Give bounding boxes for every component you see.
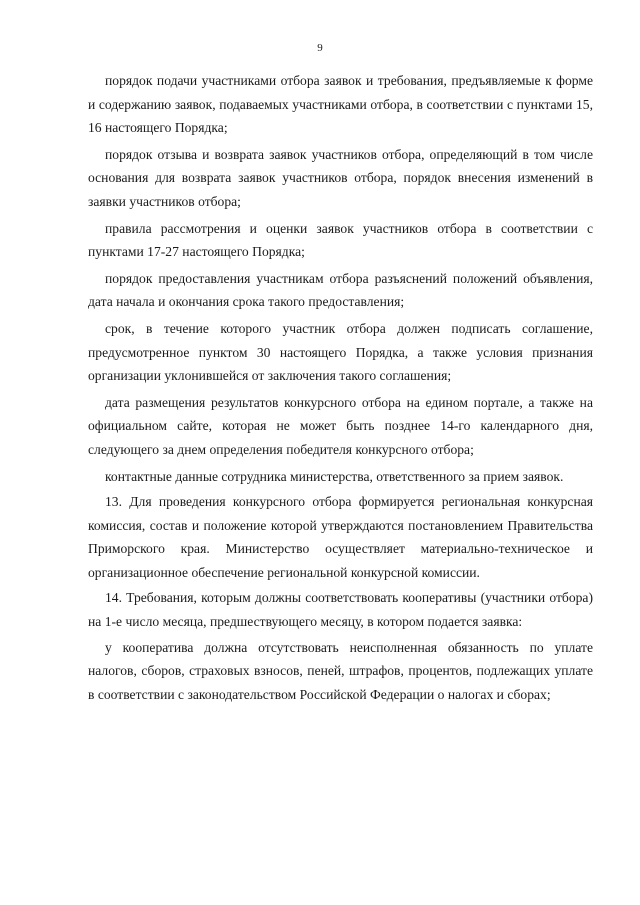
paragraph-clarification-procedure: порядок предоставления участникам отбора разъяснений положений объявления, дата начала и окончания срока такого предоставления; <box>88 270 593 310</box>
paragraph-contact-details: контактные данные сотрудника министерства, ответственного за прием заявок. <box>105 468 564 484</box>
paragraph-review-rules: правила рассмотрения и оценки заявок участников отбора в соответствии с пунктами 17-27 настоящего Порядка; <box>88 220 593 260</box>
page-number: 9 <box>317 42 323 54</box>
paragraph-withdrawal-procedure: порядок отзыва и возврата заявок участников отбора, определяющий в том числе основания для возврата заявок участников отбора, порядок внесения изменений в заявки участников отбора; <box>88 146 593 209</box>
paragraph-results-publication: дата размещения результатов конкурсного отбора на едином портале, а также на официальном сайте, которая не может быть позднее 14-го календарного дня, следующего за днем определения победителя конкурсного отбора; <box>88 394 593 457</box>
paragraph-agreement-deadline: срок, в течение которого участник отбора должен подписать соглашение, предусмотренное пунктом 30 настоящего Порядка, а также условия признания организации уклонившейся от заключения такого соглашения; <box>88 320 593 384</box>
paragraph-item-14: 14. Требования, которым должны соответствовать кооперативы (участники отбора) на 1-е число месяца, предшествующего месяцу, в котором подается заявка: <box>88 590 593 630</box>
paragraph-item-13: 13. Для проведения конкурсного отбора формируется региональная конкурсная комиссия, состав и положение которой утверждаются постановлением Правительства Приморского края. Министерство осуществляет материально-техническое и организационное обеспечение региональной конкурсной комиссии. <box>88 494 593 580</box>
paragraph-tax-requirement: у кооператива должна отсутствовать неисполненная обязанность по уплате налогов, сборов, страховых взносов, пеней, штрафов, процентов, подлежащих уплате в соответствии с законодательством Российской Федерации о налогах и сборах; <box>88 639 593 702</box>
paragraph-application-procedure: порядок подачи участниками отбора заявок и требования, предъявляемые к форме и содержанию заявок, подаваемых участниками отбора, в соответствии с пунктами 15, 16 настоящего Порядка; <box>88 73 593 136</box>
document-body <box>88 69 593 706</box>
